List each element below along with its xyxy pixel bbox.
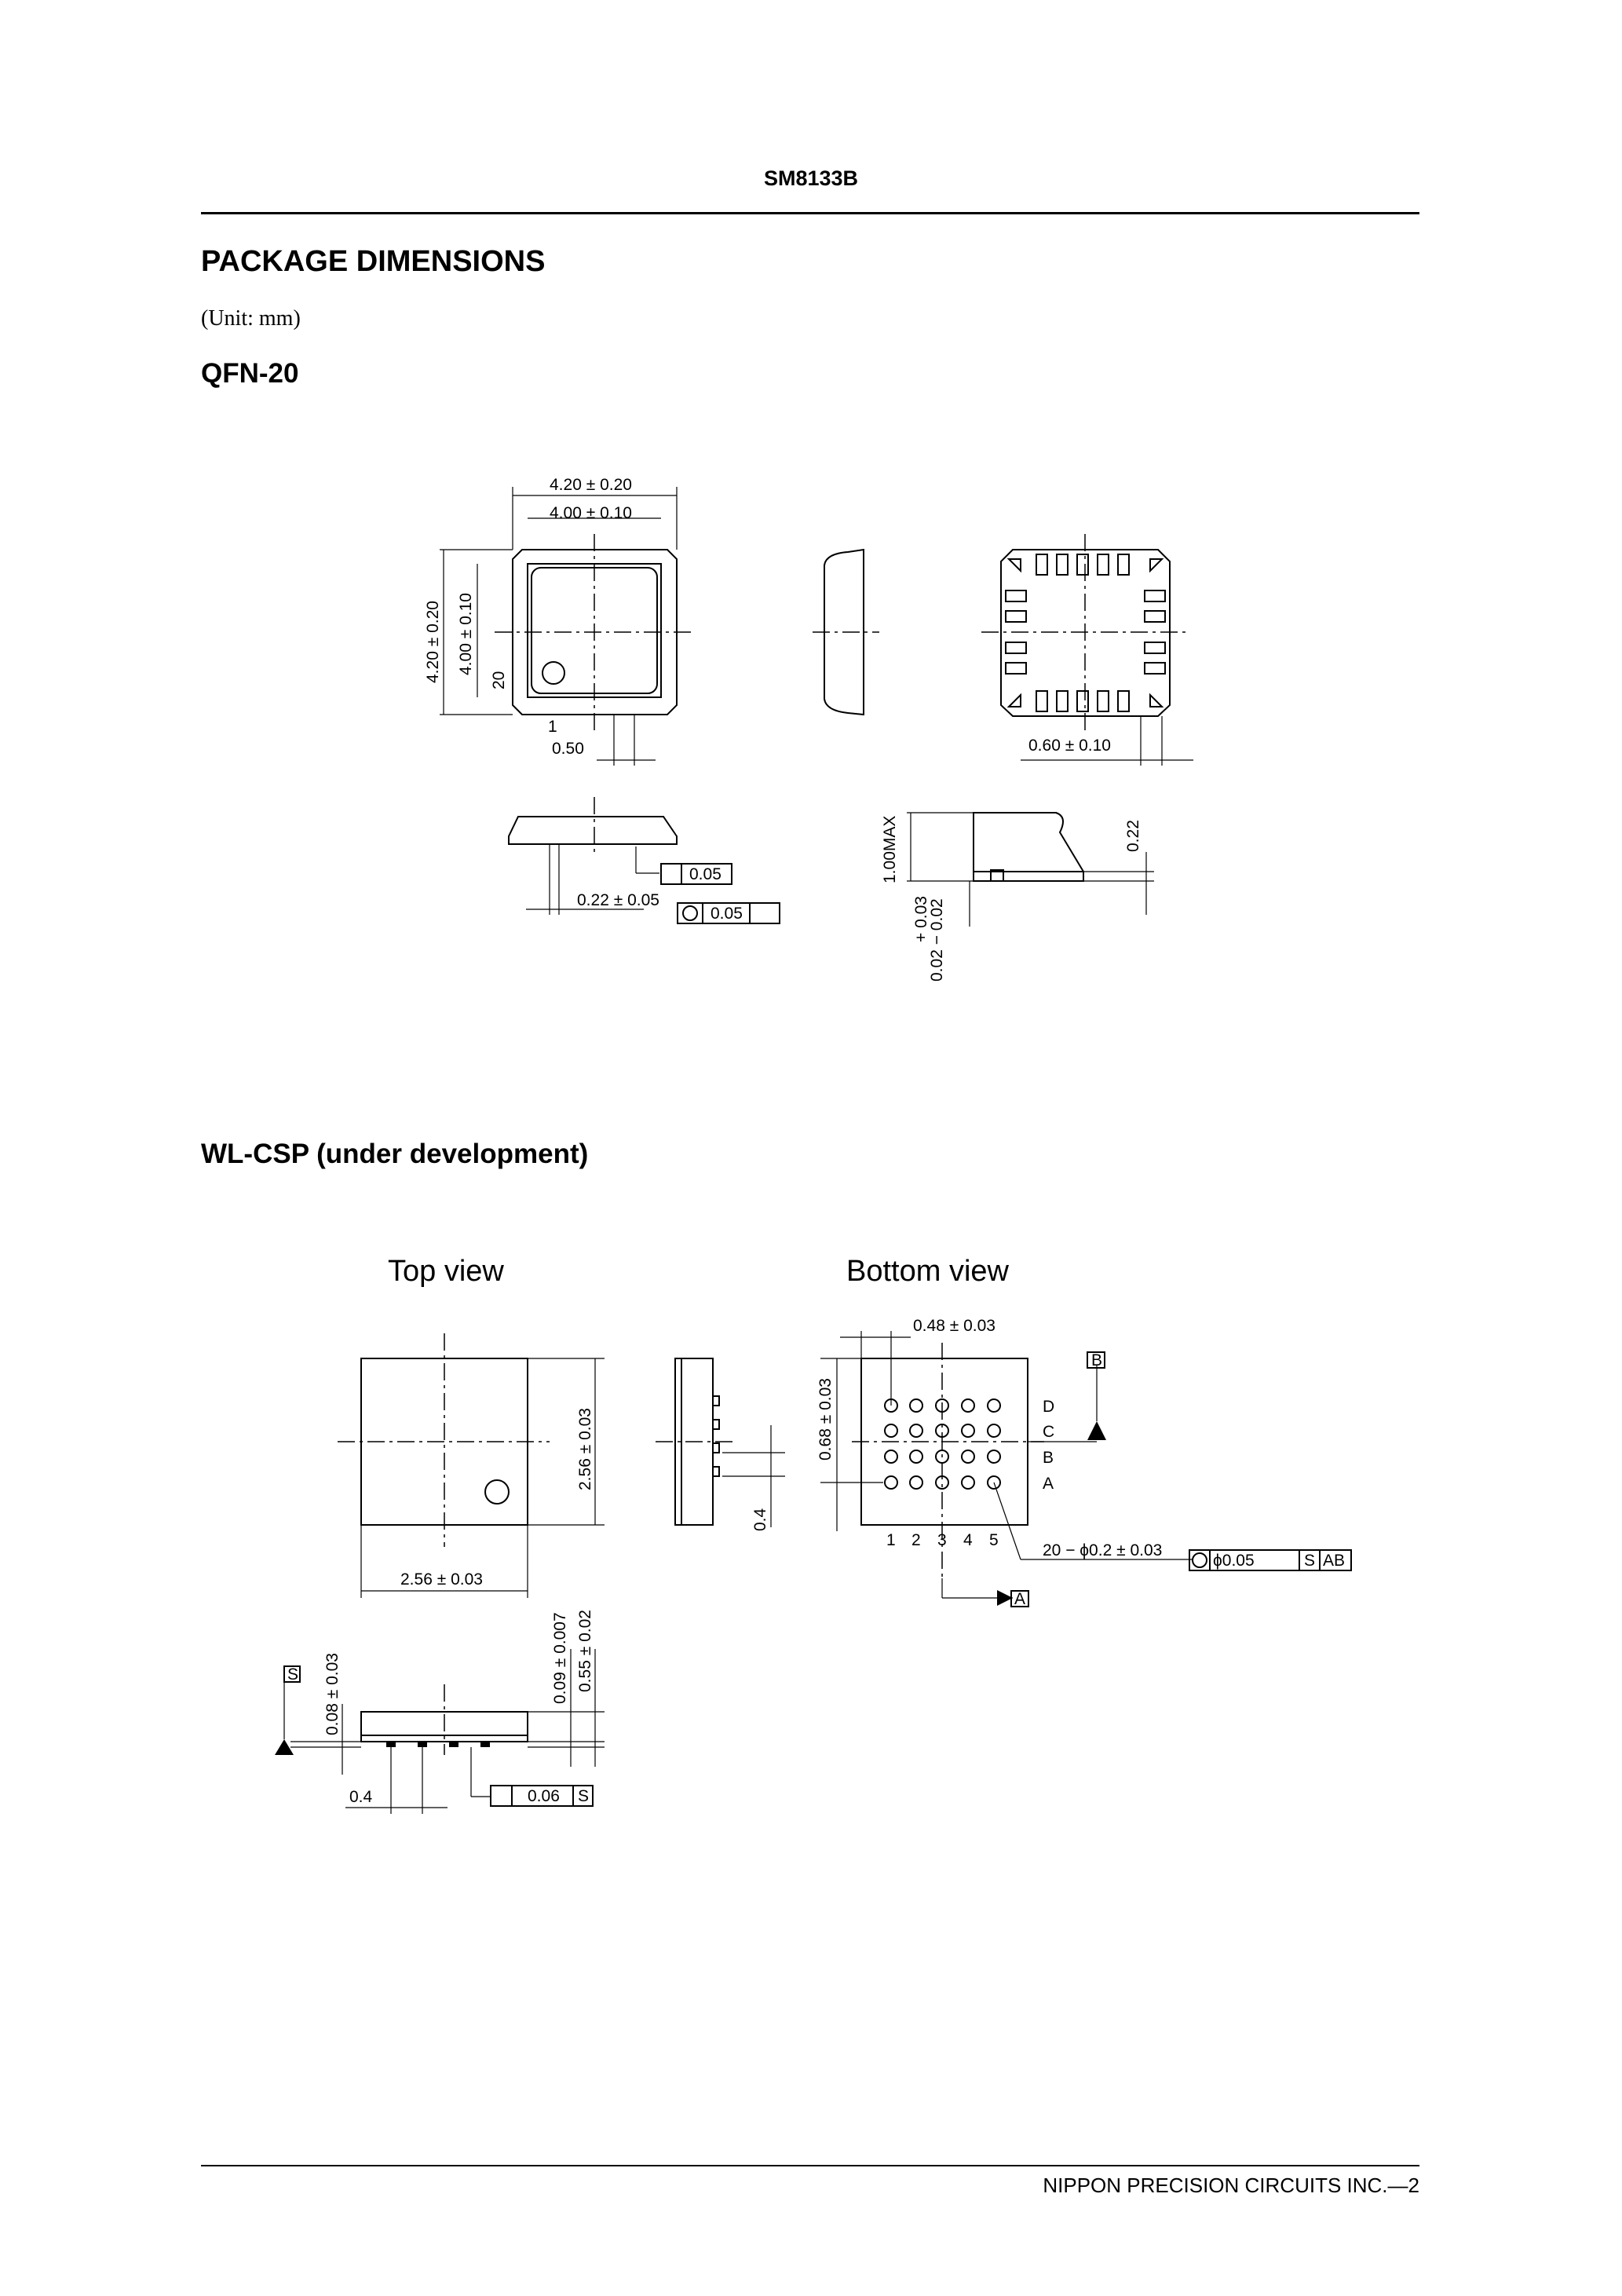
csp-ball-spec: 20 − ϕ0.2 ± 0.03 xyxy=(1043,1541,1163,1559)
qfn-flatness: 0.05 xyxy=(689,865,721,883)
qfn-outer-width: 4.20 ± 0.20 xyxy=(550,476,632,494)
csp-ball-offset-y: 0.68 ± 0.03 xyxy=(816,1378,835,1461)
row-label-a: A xyxy=(1043,1475,1054,1493)
page-title: PACKAGE DIMENSIONS xyxy=(201,245,546,278)
qfn-inner-width: 4.00 ± 0.10 xyxy=(550,504,632,522)
csp-pin1-marker xyxy=(485,1480,509,1504)
col-label-3: 3 xyxy=(937,1531,947,1549)
qfn-lead-width: 0.22 ± 0.05 xyxy=(577,891,659,909)
csp-ball-offset-x: 0.48 ± 0.03 xyxy=(913,1317,995,1335)
qfn-standoff-minus: 0.02 − 0.02 xyxy=(928,898,946,982)
part-number-header: SM8133B xyxy=(763,166,859,190)
row-label-c: C xyxy=(1043,1423,1055,1441)
row-label-d: D xyxy=(1043,1398,1055,1416)
csp-coplanarity-ref: S xyxy=(578,1787,590,1805)
csp-die-thickness: 0.09 ± 0.007 xyxy=(551,1612,569,1704)
qfn-pitch: 0.50 xyxy=(552,740,584,758)
qfn-outer-height: 4.20 ± 0.20 xyxy=(424,601,442,683)
csp-fcf-ref-s: S xyxy=(1304,1552,1316,1570)
datum-a: A xyxy=(1014,1590,1026,1608)
wlcsp-heading: WL-CSP (under development) xyxy=(201,1139,589,1169)
qfn-pin1-label: 1 xyxy=(548,718,557,736)
datum-s: S xyxy=(287,1665,299,1684)
csp-body-width: 2.56 ± 0.03 xyxy=(400,1570,483,1589)
bottom-view-label: Bottom view xyxy=(846,1255,1009,1288)
col-label-1: 1 xyxy=(886,1531,896,1549)
wlcsp-drawing xyxy=(0,1296,1622,1845)
qfn-inner-height: 4.00 ± 0.10 xyxy=(457,593,475,675)
qfn-pin20-label: 20 xyxy=(490,671,508,689)
qfn-drawing xyxy=(0,0,1622,1021)
top-view-label: Top view xyxy=(388,1255,504,1288)
csp-side-pitch: 0.4 xyxy=(751,1508,769,1531)
qfn-lead-thickness: 0.22 xyxy=(1124,820,1142,852)
csp-fcf-ref-ab: AB xyxy=(1323,1552,1346,1570)
col-label-5: 5 xyxy=(989,1531,999,1549)
qfn-pad-length: 0.60 ± 0.10 xyxy=(1028,737,1111,755)
qfn-heading: QFN-20 xyxy=(201,358,299,389)
unit-note: (Unit: mm) xyxy=(201,306,301,331)
csp-body-height: 2.56 ± 0.03 xyxy=(576,1408,594,1490)
row-label-b: B xyxy=(1043,1449,1054,1467)
qfn-standoff-plus: + 0.03 xyxy=(912,896,930,942)
qfn-height-max: 1.00MAX xyxy=(881,815,899,883)
col-label-4: 4 xyxy=(963,1531,973,1549)
csp-fcf-tol: ϕ0.05 xyxy=(1213,1552,1255,1570)
csp-total-height: 0.55 ± 0.02 xyxy=(576,1610,594,1692)
footer-text: NIPPON PRECISION CIRCUITS INC.—2 xyxy=(1043,2174,1419,2197)
footer-rule xyxy=(201,2165,1419,2166)
csp-profile-pitch: 0.4 xyxy=(349,1788,373,1806)
col-label-2: 2 xyxy=(911,1531,921,1549)
csp-ball-height: 0.08 ± 0.03 xyxy=(323,1653,342,1735)
qfn-position-tol: 0.05 xyxy=(711,905,743,923)
pin1-marker xyxy=(542,662,564,684)
csp-coplanarity: 0.06 xyxy=(528,1787,560,1805)
datum-b: B xyxy=(1091,1351,1103,1369)
